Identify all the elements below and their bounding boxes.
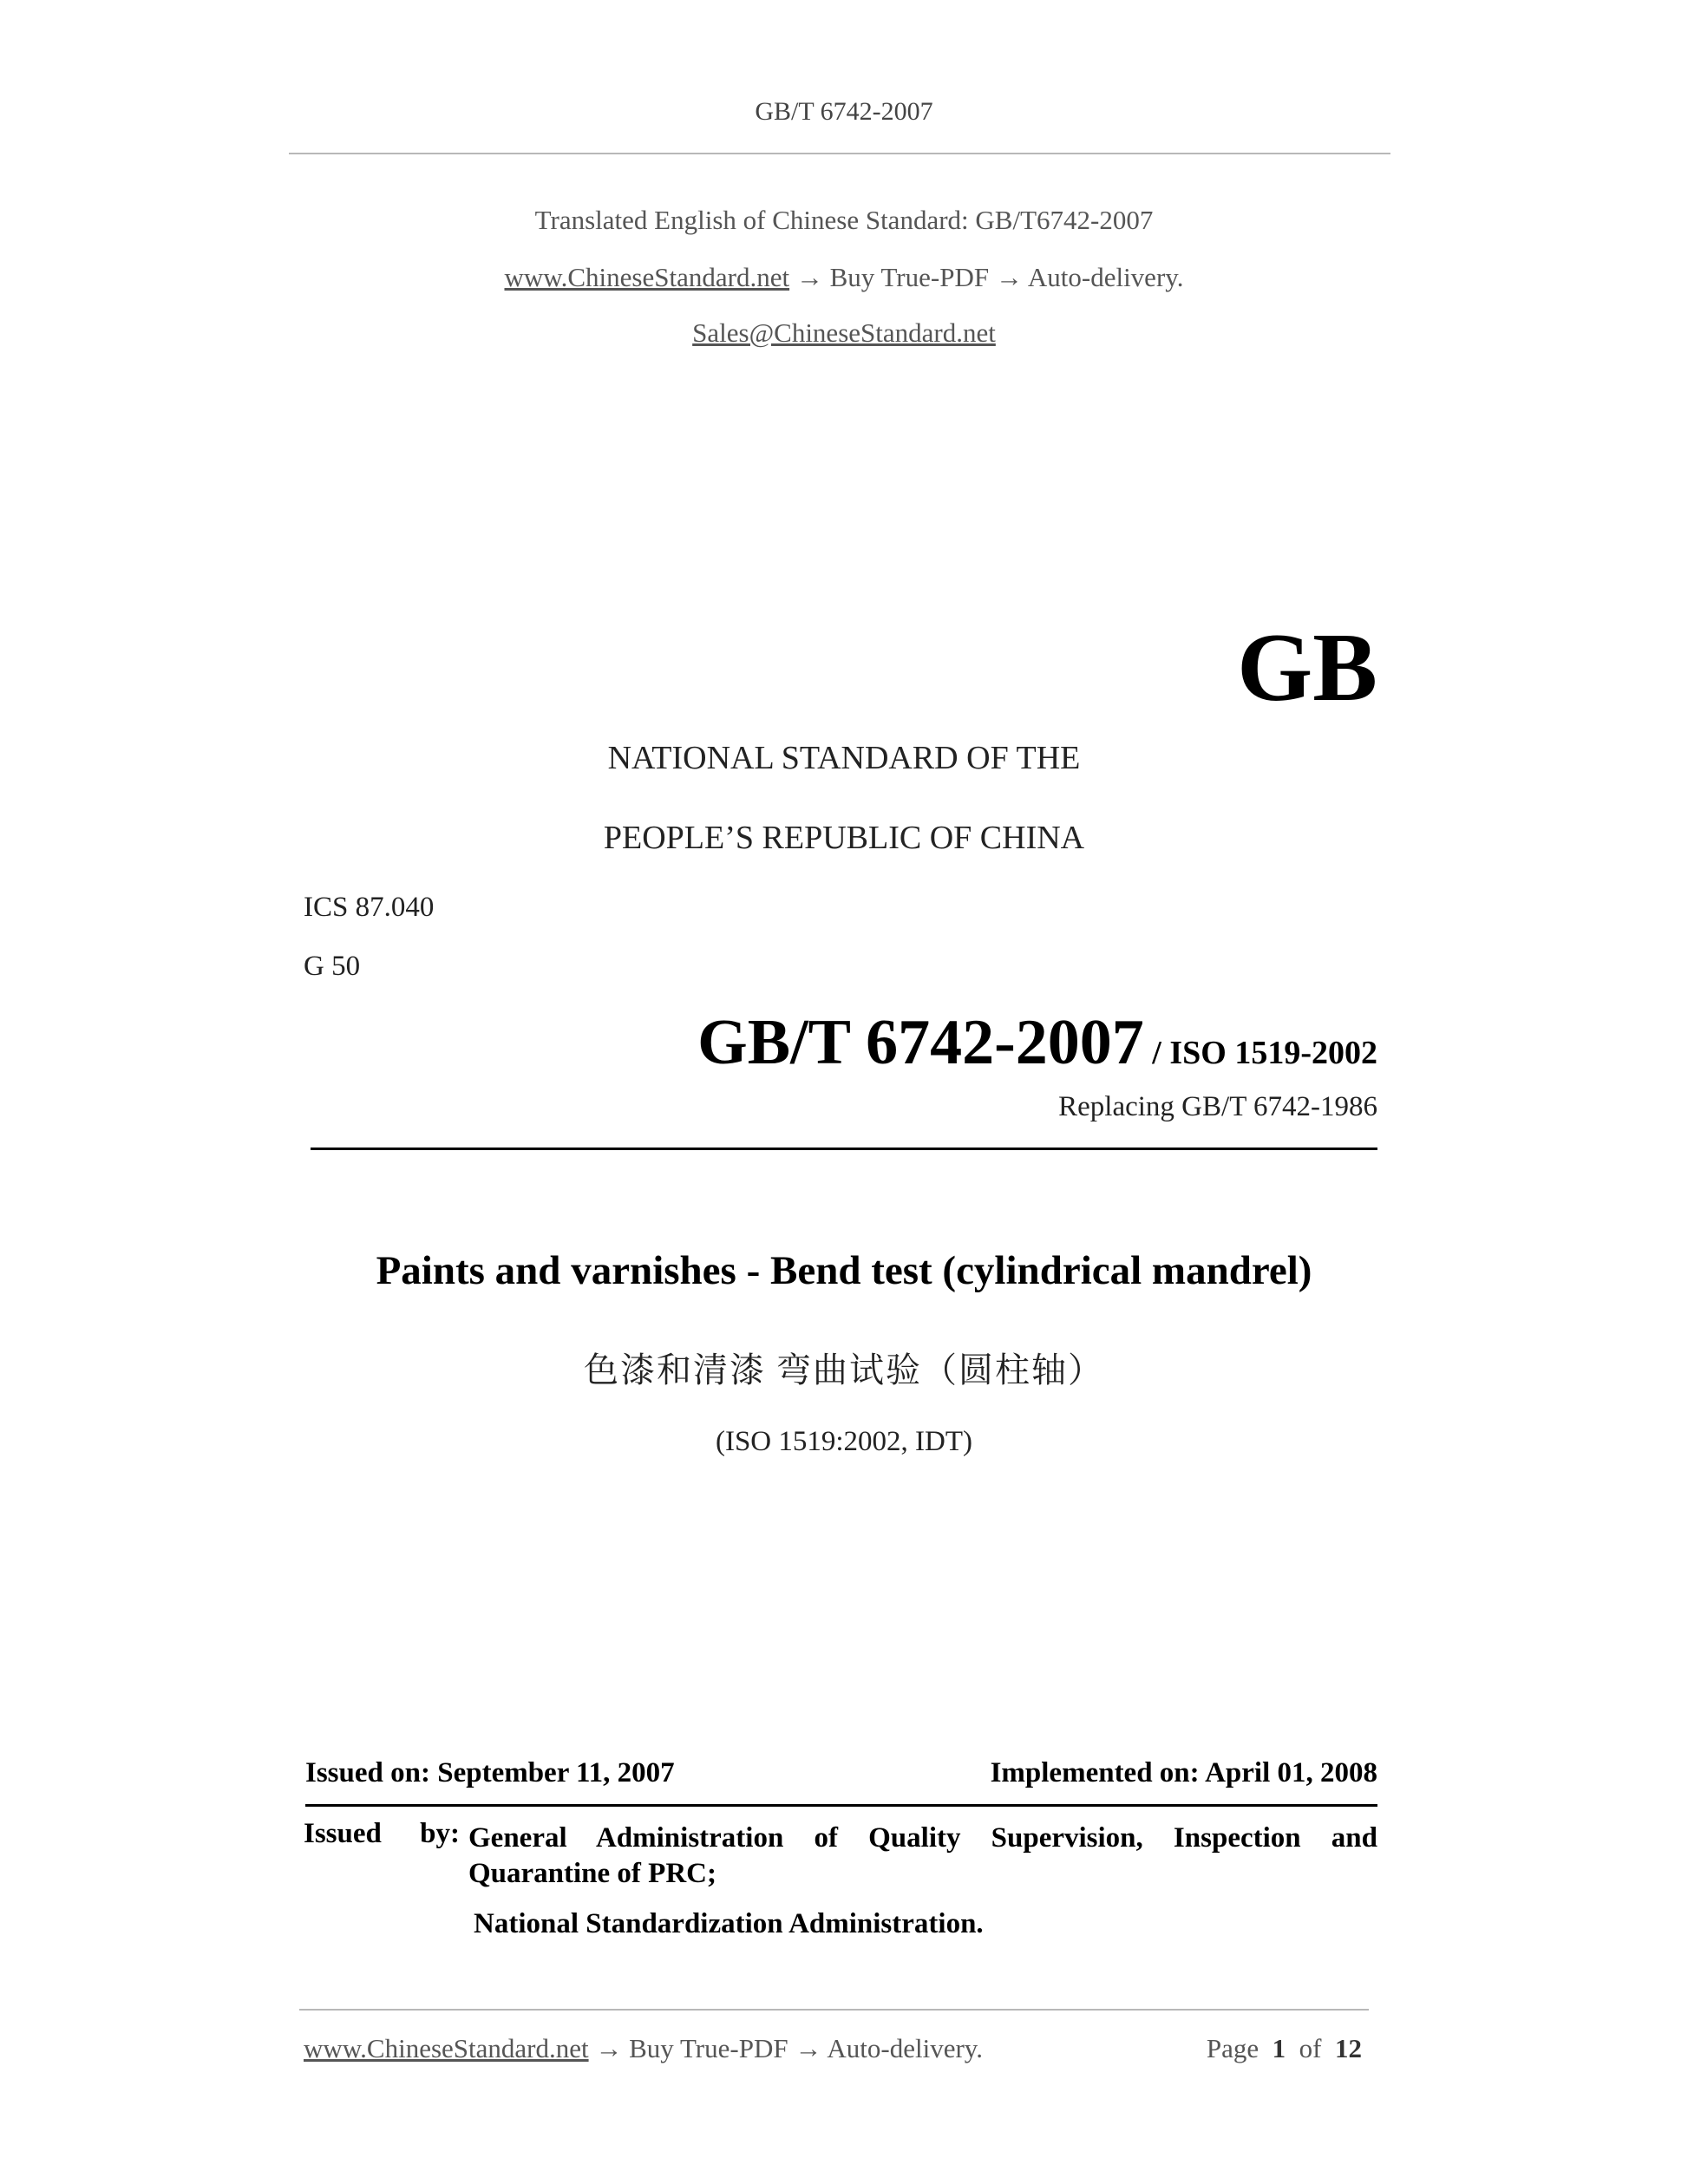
issued-by-label: Issued by: bbox=[304, 1818, 460, 1849]
title-divider bbox=[311, 1148, 1377, 1150]
header-divider bbox=[289, 153, 1390, 154]
gb-mark: GB bbox=[1237, 614, 1377, 722]
page-label: Page bbox=[1206, 2033, 1259, 2063]
arrow-right-icon: → bbox=[795, 2033, 822, 2063]
delivery-text: Auto-delivery. bbox=[1027, 262, 1184, 292]
issuer-1-line1: General Administration of Quality Supervision, Inspection and bbox=[468, 1822, 1377, 1854]
buy-text: Buy True-PDF bbox=[829, 262, 990, 292]
footer-purchase-line bbox=[304, 2033, 983, 2064]
title-chinese: 色漆和清漆 弯曲试验（圆柱轴） bbox=[584, 1350, 1104, 1390]
national-standard-line1: NATIONAL STANDARD OF THE bbox=[607, 740, 1081, 776]
issued-on: Issued on: September 11, 2007 bbox=[305, 1757, 675, 1788]
footer-divider bbox=[299, 2009, 1369, 2011]
standard-number bbox=[697, 1006, 1377, 1080]
issuer-1-line2: Quarantine of PRC; bbox=[468, 1858, 716, 1889]
of-label: of bbox=[1299, 2033, 1322, 2063]
implemented-on: Implemented on: April 01, 2008 bbox=[990, 1757, 1377, 1788]
running-header: GB/T 6742-2007 bbox=[755, 97, 933, 126]
dates-divider bbox=[305, 1804, 1377, 1807]
page-number: 1 bbox=[1272, 2033, 1286, 2063]
site-link[interactable]: www.ChineseStandard.net bbox=[504, 262, 790, 292]
iso-equivalent: / ISO 1519-2002 bbox=[1143, 1035, 1377, 1071]
purchase-line bbox=[0, 262, 1688, 293]
national-standard-line2: PEOPLE’S REPUBLIC OF CHINA bbox=[603, 820, 1085, 856]
footer-site-link[interactable]: www.ChineseStandard.net bbox=[304, 2033, 589, 2063]
arrow-right-icon: → bbox=[995, 262, 1023, 292]
footer-delivery-text: Auto-delivery. bbox=[827, 2033, 984, 2063]
arrow-right-icon: → bbox=[795, 262, 823, 292]
adoption-note: (ISO 1519:2002, IDT) bbox=[715, 1426, 973, 1457]
ics-code: ICS 87.040 bbox=[304, 892, 435, 923]
page-indicator bbox=[1207, 2033, 1362, 2064]
email-link[interactable]: Sales@ChineseStandard.net bbox=[692, 317, 996, 348]
replacing-note: Replacing GB/T 6742-1986 bbox=[1058, 1091, 1377, 1122]
email-line bbox=[0, 317, 1688, 349]
ccs-code: G 50 bbox=[304, 951, 361, 982]
issuer-2: National Standardization Administration. bbox=[474, 1908, 984, 1939]
total-pages: 12 bbox=[1335, 2033, 1362, 2063]
standard-number-main: GB/T 6742-2007 bbox=[697, 1007, 1144, 1078]
translation-notice: Translated English of Chinese Standard: GB/T6742-2007 bbox=[534, 205, 1154, 235]
footer-buy-text: Buy True-PDF bbox=[629, 2033, 788, 2063]
title-english: Paints and varnishes - Bend test (cylindrical mandrel) bbox=[376, 1248, 1312, 1293]
arrow-right-icon: → bbox=[595, 2033, 623, 2063]
